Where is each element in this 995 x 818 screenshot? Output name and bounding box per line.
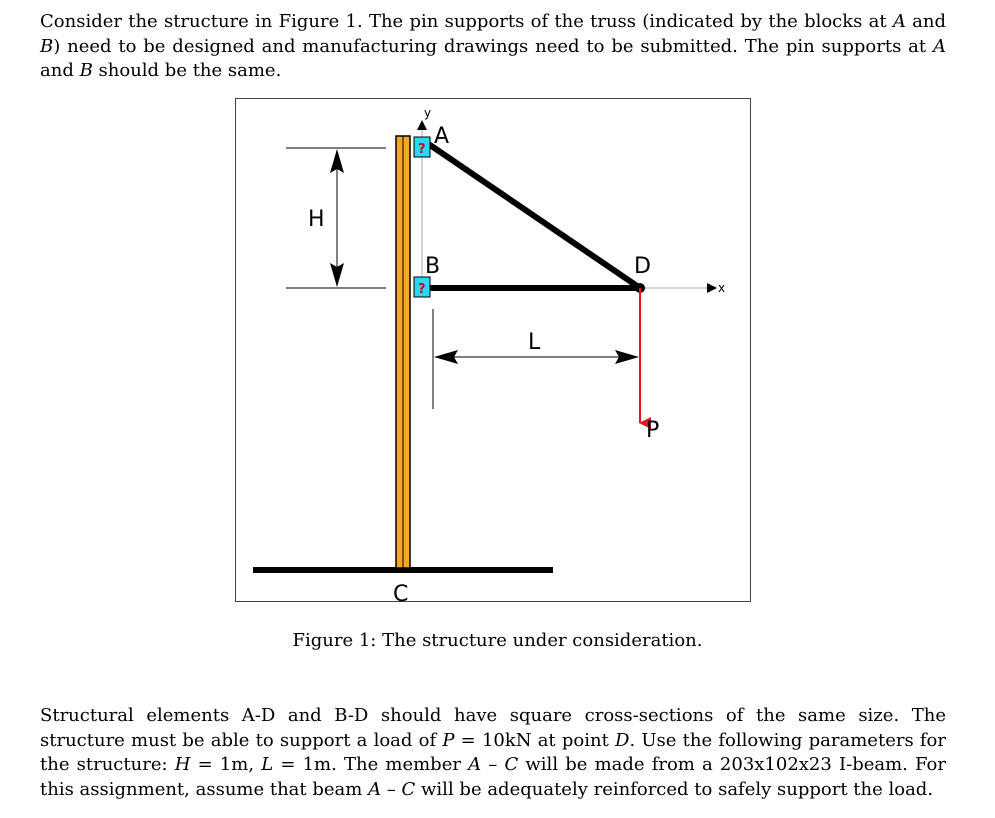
- structure-figure: [235, 98, 751, 602]
- label-d: D: [634, 254, 651, 279]
- y-axis-label: y: [424, 106, 432, 120]
- label-c: C: [393, 582, 409, 603]
- label-l: L: [528, 330, 541, 355]
- pin-mark-b: ?: [418, 282, 426, 297]
- label-h: H: [308, 207, 325, 232]
- x-axis-label: x: [718, 281, 726, 295]
- label-b: B: [425, 254, 441, 279]
- pin-mark-a: ?: [418, 142, 426, 157]
- label-a: A: [434, 124, 450, 149]
- requirements-paragraph: Structural elements A-D and B-D should have square cross-sections of the same size. The structure must be able to support a load of P = 10kN at point D. Use the following parameters for the structure: H = 1m, L = 1m. The member A – C will be made from a 203x102x23 I-beam. For this assignment, assume that beam A – C will be adequately reinforced to safely support the load.: [40, 705, 946, 800]
- label-p: P: [646, 418, 660, 443]
- member-ad: [430, 145, 640, 288]
- structure-diagram: [236, 99, 752, 603]
- problem-intro-paragraph: Consider the structure in Figure 1. The pin supports of the truss (indicated by the blocks at A and B) need to be designed and manufacturing drawings need to be submitted. The pin supports at A and B should be the same.: [40, 11, 946, 81]
- figure-caption: Figure 1: The structure under consideration.: [292, 630, 703, 651]
